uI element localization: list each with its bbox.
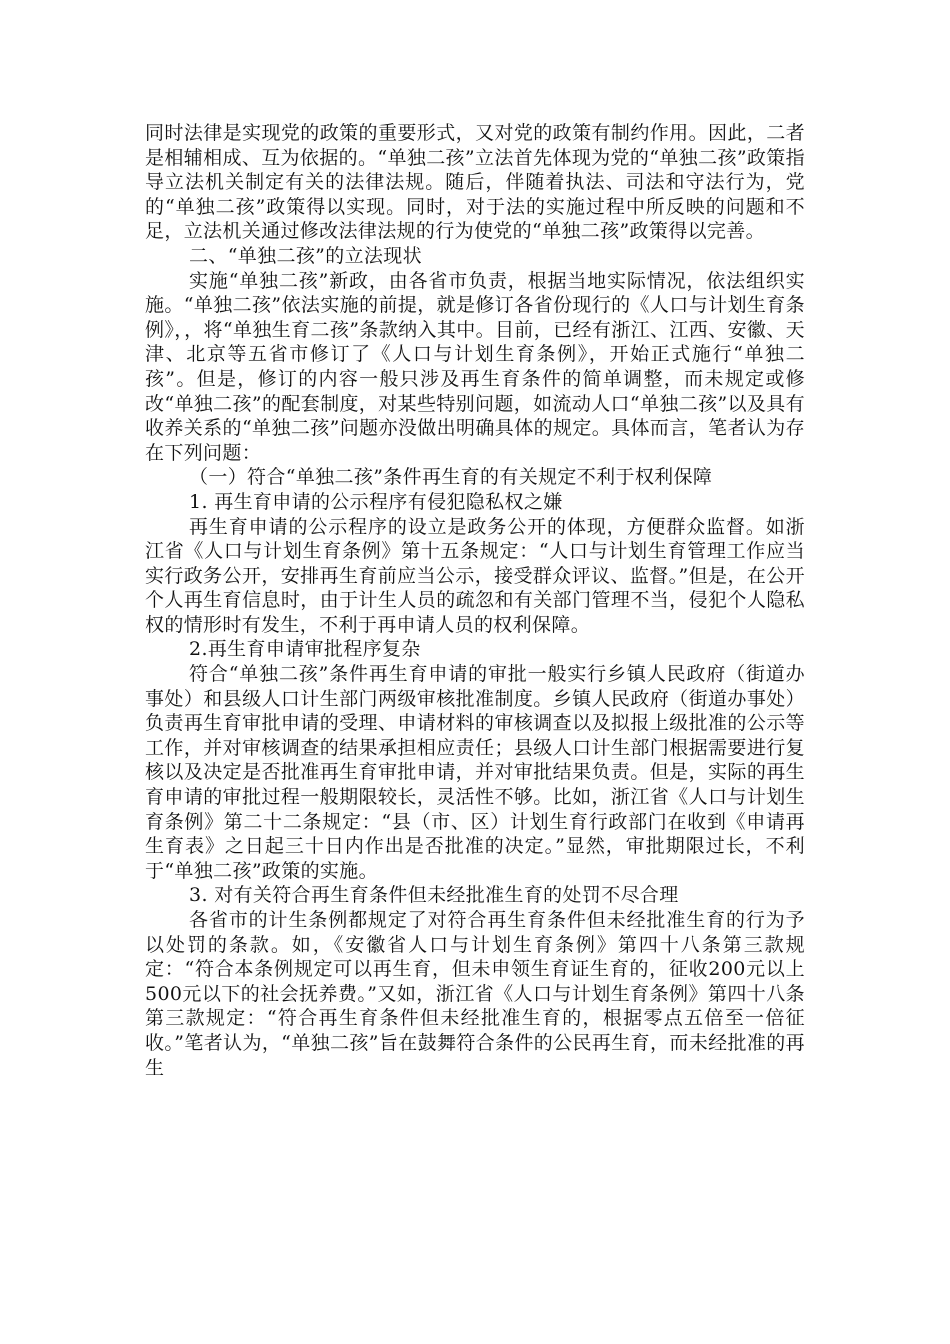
paragraph-status: 实施“单独二孩”新政，由各省市负责，根据当地实际情况，依法组织实施。“单独二孩”依法实施的前提，就是修订各省份现行的《人口与计划生育条例》，，将“单独生育二孩”条款纳入其中。目前，已经有浙江、江西、安徽、天津、北京等五省市修订了《人口与计划生育条例》，开始正式施行“单独二孩”。但是，修订的内容一般只涉及再生育条件的简单调整，而未规定或修改“单独二孩”的配套制度，对某些特别问题，如流动人口“单独二孩”以及具有收养关系的“单独二孩”问题亦没做出明确具体的规定。具体而言，笔者认为存在下列问题： xyxy=(145,269,805,464)
item-heading-2: 2.再生育申请审批程序复杂 xyxy=(189,638,421,661)
section-heading-2: 二、“单独二孩”的立法现状 xyxy=(189,244,422,267)
paragraph-publicity: 再生育申请的公示程序的设立是政务公开的体现，方便群众监督。如浙江省《人口与计划生育条例》第十五条规定：“人口与计划生育管理工作应当实行政务公开，安排再生育前应当公示，接受群众评议、监督。”但是，在公开个人再生育信息时，由于计生人员的疏忽和有关部门管理不当，侵犯个人隐私权的情形时有发生，不利于再申请人员的权利保障。 xyxy=(145,515,805,636)
paragraph-approval: 符合“单独二孩”条件再生育申请的审批一般实行乡镇人民政府（街道办事处）和县级人口计生部门两级审核批准制度。乡镇人民政府（街道办事处）负责再生育审批申请的受理、申请材料的审核调查以及拟报上级批准的公示等工作，并对审核调查的结果承担相应责任；县级人口计生部门根据需要进行复核以及决定是否批准再生育审批申请，并对审批结果负责。但是，实际的再生育申请的审批过程一般期限较长，灵活性不够。比如，浙江省《人口与计划生育条例》第二十二条规定：“县（市、区）计划生育行政部门在收到《申请再生育表》之日起三十日内作出是否批准的决定。”显然，审批期限过长，不利于“单独二孩”政策的实施。 xyxy=(145,663,805,882)
item-heading-3: 3. 对有关符合再生育条件但未经批准生育的处罚不尽合理 xyxy=(189,884,679,907)
document-page xyxy=(145,121,805,1080)
item-heading-1: 1. 再生育申请的公示程序有侵犯隐私权之嫌 xyxy=(189,490,563,513)
subsection-heading-1: （一）符合“单独二孩”条件再生育的有关规定不利于权利保障 xyxy=(189,466,713,489)
paragraph-penalty: 各省市的计生条例都规定了对符合再生育条件但未经批准生育的行为予以处罚的条款。如，《安徽省人口与计划生育条例》第四十八条第三款规定：“符合本条例规定可以再生育，但未申领生育证生育的，征收200元以上500元以下的社会抚养费。”又如，浙江省《人口与计划生育条例》第四十八条第三款规定：“符合再生育条件但未经批准生育的，根据零点五倍至一倍征收。”笔者认为，“单独二孩”旨在鼓舞符合条件的公民再生育，而未经批准的再生 xyxy=(145,909,805,1079)
paragraph-law-policy: 同时法律是实现党的政策的重要形式，又对党的政策有制约作用。因此，二者是相辅相成、互为依据的。“单独二孩”立法首先体现为党的“单独二孩”政策指导立法机关制定有关的法律法规。随后，伴随着执法、司法和守法行为，党的“单独二孩”政策得以实现。同时，对于法的实施过程中所反映的问题和不足，立法机关通过修改法律法规的行为使党的“单独二孩”政策得以完善。 xyxy=(145,122,805,243)
